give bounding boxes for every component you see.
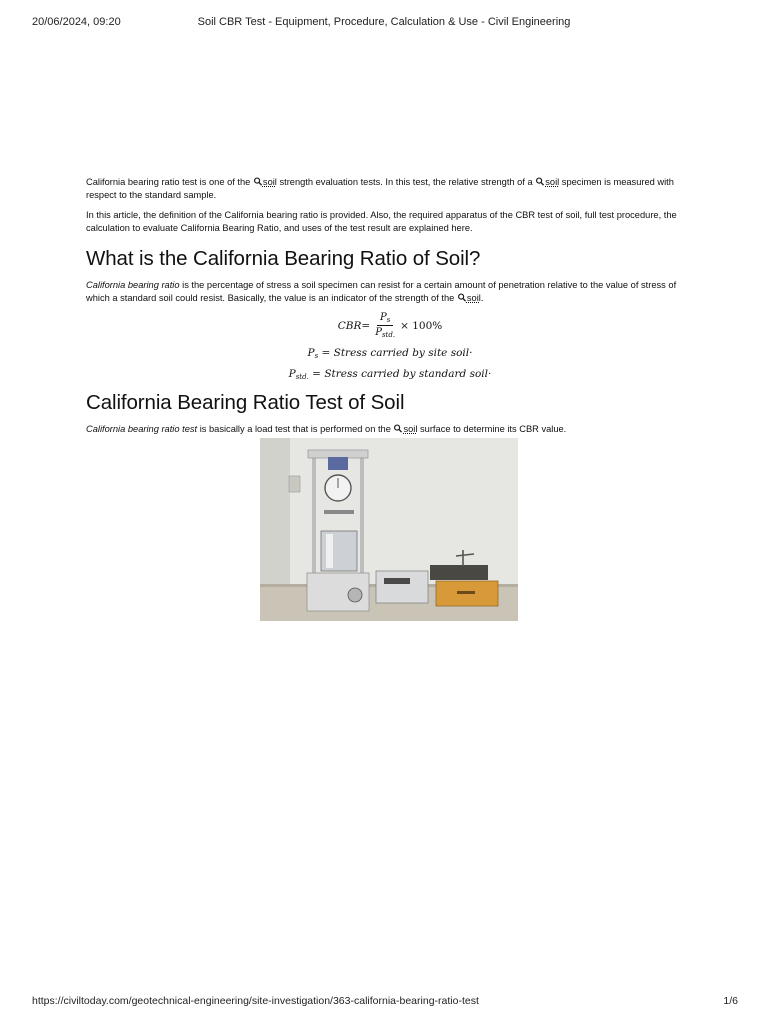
- article-content: [86, 176, 694, 443]
- section-heading-definition: What is the California Bearing Ratio of Soil?: [86, 247, 481, 270]
- print-page-url: https://civiltoday.com/geotechnical-engineering/site-investigation/363-california-bearing-ratio-test: [32, 995, 479, 1007]
- cbr-formula: CBR = $\frac{P_s}{P_{std.}}$ × 100%: [337, 312, 443, 339]
- cbr-apparatus-photo: [260, 438, 518, 621]
- formula-definition-pstd: $P_{std.}$ = Stress carried by standard soil·: [288, 368, 492, 381]
- definition-paragraph: California bearing ratio is the percentage of stress a soil specimen can resist for a certain amount of penetration relative to the value of stress of which a standard soil could resist. Basically, the value is an indicator of the strength of the soil.: [86, 280, 677, 303]
- print-datetime: 20/06/2024, 09:20: [32, 16, 121, 28]
- search-icon: [457, 293, 467, 302]
- test-paragraph: California bearing ratio test is basically a load test that is performed on the soil surface to determine its CBR value.: [86, 424, 567, 434]
- intro-paragraph-2: In this article, the definition of the California bearing ratio is provided. Also, the required apparatus of the CBR test of soil, full test procedure, the calculation to evaluate California Bearing Ratio, and uses of the test result are explained here.: [86, 210, 677, 233]
- intro-paragraph-1: California bearing ratio test is one of the soil strength evaluation tests. In this test, the relative strength of a soil specimen is measured with respect to the standard sample.: [86, 177, 674, 200]
- soil-keyword-link[interactable]: soil: [466, 293, 481, 303]
- soil-keyword-link[interactable]: soil: [403, 424, 418, 434]
- search-icon: [393, 424, 403, 433]
- print-page-number: 1/6: [723, 995, 738, 1007]
- formula-definition-ps: $P_s$ = Stress carried by site soil·: [307, 347, 473, 360]
- soil-keyword-link[interactable]: soil: [545, 177, 560, 187]
- formula-fraction: $\frac{P_s}{P_{std.}}$: [375, 312, 396, 339]
- soil-keyword-link[interactable]: soil: [262, 177, 277, 187]
- print-page-title: Soil CBR Test - Equipment, Procedure, Calculation & Use - Civil Engineering: [197, 16, 571, 28]
- search-icon: [535, 177, 545, 186]
- section-heading-test: California Bearing Ratio Test of Soil: [86, 391, 405, 414]
- search-icon: [253, 177, 263, 186]
